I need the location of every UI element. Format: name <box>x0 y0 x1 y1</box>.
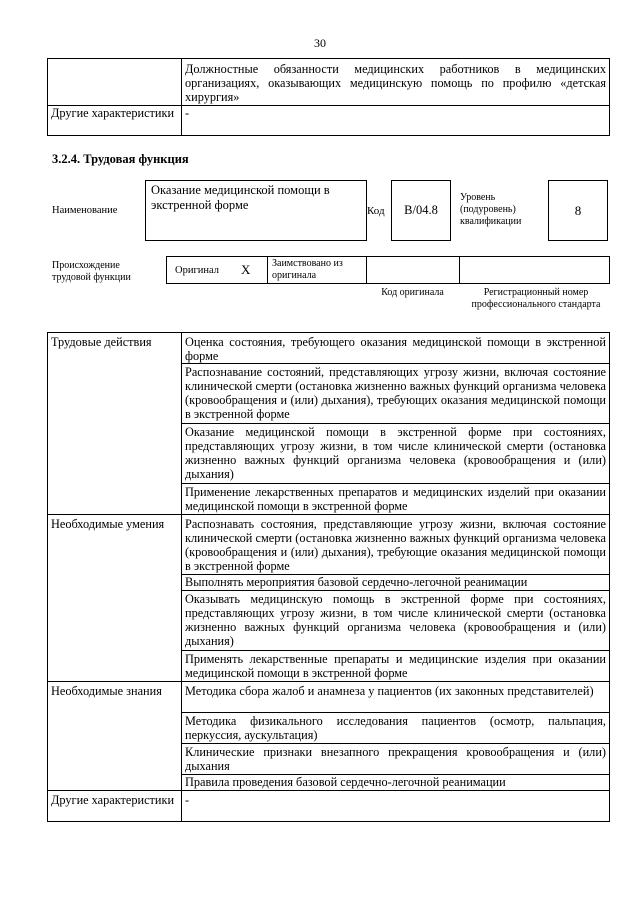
skill-item: Применять лекарственные препараты и медицинские изделия при оказании медицинской помощи в экстренной форме <box>182 651 610 682</box>
labor-action-item: Применение лекарственных препаратов и медицинских изделий при оказании медицинской помощи в экстренной форме <box>182 484 610 515</box>
knowledge-item: Правила проведения базовой сердечно-легочной реанимации <box>182 775 610 791</box>
top-table-duties-text: Должностные обязанности медицинских работников в медицинских организациях, оказывающих медицинскую помощь по профилю «детская хирургия» <box>182 59 610 106</box>
top-table-other-label: Другие характеристики <box>48 106 182 136</box>
knowledge-item: Методика физикального исследования пациентов (осмотр, пальпация, перкуссия, аускультация) <box>182 713 610 744</box>
labor-action-item: Оказание медицинской помощи в экстренной форме при состояниях, представляющих угрозу жизни, в том числе клинической смерти (остановка жизненно важных функций организма человека (кровообращения и (или) дыхания) <box>182 424 610 484</box>
name-value-box <box>145 180 367 241</box>
name-value: Оказание медицинской помощи в экстренной форме <box>151 183 330 212</box>
top-table-empty-cell <box>48 59 182 106</box>
origin-label: Происхождение трудовой функции <box>52 260 131 283</box>
section-title: 3.2.4. Трудовая функция <box>52 152 189 166</box>
code-value-box <box>391 180 451 241</box>
level-value-box <box>548 180 608 241</box>
labor-action-item: Распознавание состояний, представляющих угрозу жизни, включая состояние клинической смерти (остановка жизненно важных функций организма человека (кровообращения и (или) дыхания), требующих оказания медицинской помощи в экстренной форме <box>182 364 610 424</box>
skills-label: Необходимые умения <box>48 515 182 682</box>
other-characteristics-label: Другие характеристики <box>48 791 182 822</box>
skill-item: Распознавать состояния, представляющие угрозу жизни, включая состояние клинической смерти (остановка жизненно важных функций организма человека (кровообращения и (или) дыхания), требующие оказания медицинской помощи в экстренной форме <box>182 515 610 575</box>
knowledge-item: Методика сбора жалоб и анамнеза у пациентов (их законных представителей) <box>182 682 610 713</box>
original-label: Оригинал <box>175 264 219 276</box>
knowledge-item: Клинические признаки внезапного прекращения кровообращения и (или) дыхания <box>182 744 610 775</box>
level-label: Уровень (подуровень) квалификации <box>460 192 522 227</box>
page-number: 30 <box>314 36 326 50</box>
original-mark: X <box>241 262 251 277</box>
code-value: B/04.8 <box>404 203 438 217</box>
other-characteristics-value: - <box>182 791 610 822</box>
borrowed-label: Заимствовано из оригинала <box>272 258 343 281</box>
skill-item: Оказывать медицинскую помощь в экстренной форме при состояниях, представляющих угрозу жизни, в том числе клинической смерти (остановка жизненно важных функций организма человека (кровообращения и (или) дыхания) <box>182 591 610 651</box>
skill-item: Выполнять мероприятия базовой сердечно-легочной реанимации <box>182 575 610 591</box>
name-label: Наименование <box>52 205 118 216</box>
reg-number-cell <box>460 257 609 283</box>
code-label: Код <box>367 205 385 217</box>
code-original-cell <box>367 257 460 283</box>
knowledge-label: Необходимые знания <box>48 682 182 791</box>
labor-actions-label: Трудовые действия <box>48 333 182 515</box>
labor-action-item: Оценка состояния, требующего оказания медицинской помощи в экстренной форме <box>182 333 610 364</box>
original-cell <box>167 257 268 283</box>
borrowed-cell <box>268 257 367 283</box>
main-table <box>47 332 610 822</box>
top-table <box>47 58 610 136</box>
top-table-other-value: - <box>182 106 610 136</box>
level-value: 8 <box>574 202 582 218</box>
code-original-label: Код оригинала <box>381 287 444 298</box>
origin-row <box>166 256 610 284</box>
reg-number-label: Регистрационный номер профессионального стандарта <box>471 287 601 310</box>
